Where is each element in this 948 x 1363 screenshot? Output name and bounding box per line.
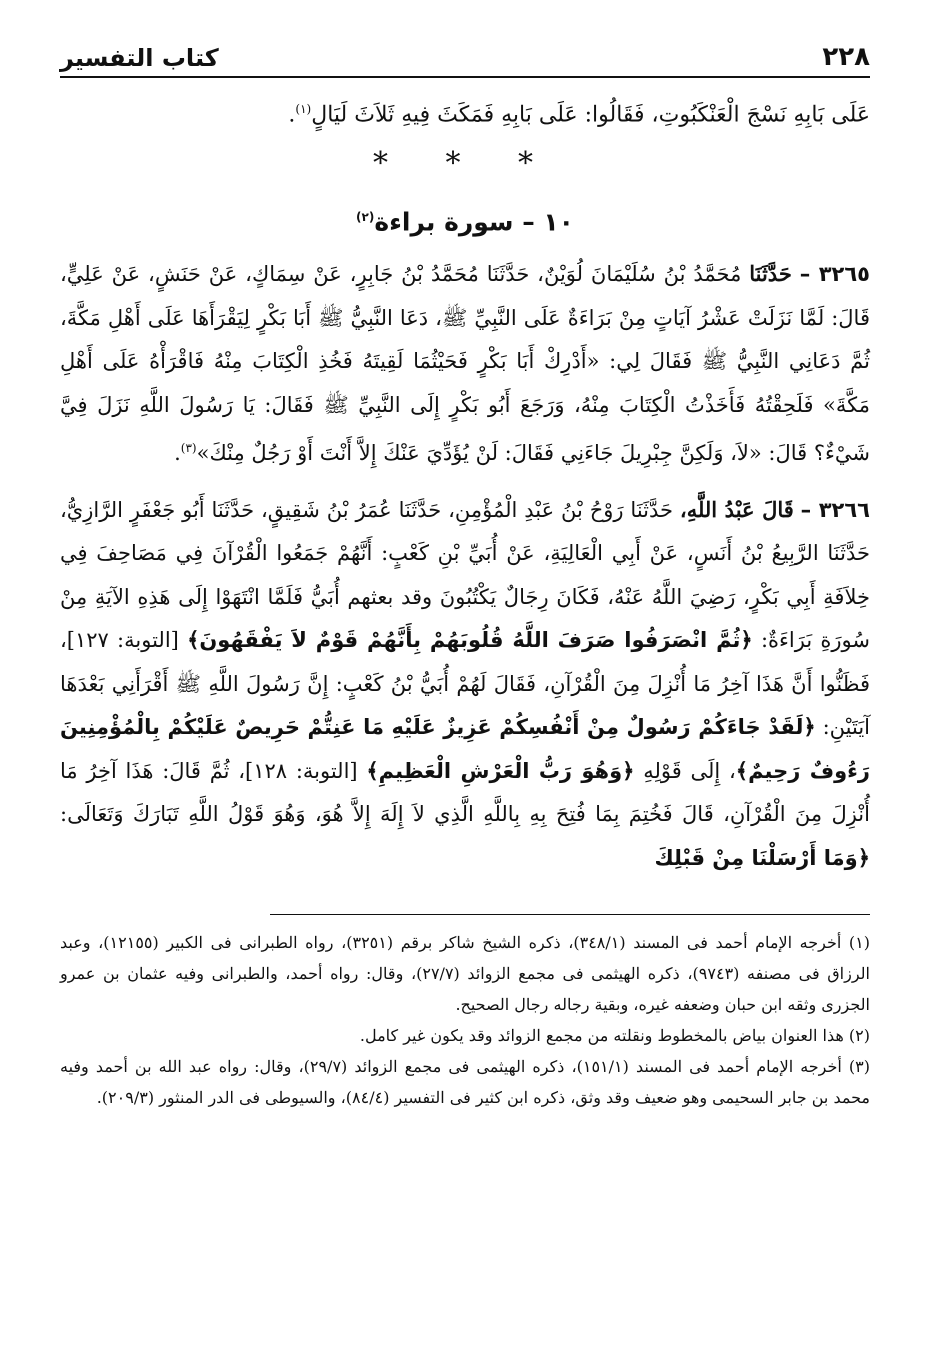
hadith-text: ، إِلَى قَوْلِهِ xyxy=(643,758,736,783)
section-separator: * * * xyxy=(372,146,558,182)
footnotes xyxy=(60,927,870,1113)
footnote-2: (٢) هذا العنوان بياض بالمخطوط ونقلته من مجمع الزوائد وقد يكون غير كامل. xyxy=(359,1026,870,1046)
quran-verse: ﴿ثُمَّ انْصَرَفُوا صَرَفَ اللَّهُ قُلُوبَهُمْ بِأَنَّهُمْ قَوْمٌ لاَ يَفْقَهُونَ﴾ xyxy=(187,628,753,653)
book-title: كتاب التفسير xyxy=(60,44,219,72)
hadith-text: حَدَّثَنَا رَوْحُ بْنُ عَبْدِ الْمُؤْمِنِ، حَدَّثَنَا عُمَرُ بْنُ شَقِيقٍ، حَدَّثَنَا أَبُو جَعْفَرٍ الرَّازِيُّ، حَدَّثَنَا الرَّبِيعُ بْنُ أَنَسٍ، عَنْ أَبِي الْعَالِيَةِ، عَنْ أُبَيِّ بْنِ كَعْبٍ: أَنَّهُمْ جَمَعُوا الْقُرْآنَ فِي مَصَاحِفَ فِي خِلاَفَةِ أَبِي بَكْرٍ، رَضِيَ اللَّهُ عَنْهُ، فَكَانَ رِجَالٌ يَكْتُبُونَ وقد بعثهم أُبَيُّ فَلَمَّا انْتَهَوْا إِلَى هَذِهِ الآيَةِ مِنْ سُورَةِ بَرَاءَةٌ: xyxy=(60,497,870,653)
hadith-intro: قَالَ عَبْدُ اللَّهِ، xyxy=(679,496,794,522)
page-header xyxy=(60,30,870,72)
footnote-3: (٣) أخرجه الإمام أحمد فى المسند (١٥١/١)، ذكره الهيثمى فى مجمع الزوائد (٢٩/٧)، وقال: رواه عبد الله بن أحمد وفيه محمد بن جابر السحيمى وهو ضعيف وقد وثق، ذكره ابن كثير فى التفسير (٨٤/٤)، والسيوطى فى الدر المنثور (٢٠٩/٣). xyxy=(60,1057,871,1108)
hadith-intro: حَدَّثَنَا xyxy=(749,261,792,287)
footnote-ref: (٢) xyxy=(356,210,375,225)
header-rule xyxy=(60,76,870,78)
hadith-number: ٣٢٦٦ – xyxy=(800,497,870,522)
hadith-text: [التوبة: ١٢٨]، ثُمَّ قَالَ: هَذَا آخِرُ مَا أُنْزِلَ مِنَ الْقُرْآنِ، قَالَ فَخُتِمَ بِمَا فُتِحَ بِهِ بِاللَّهِ الَّذِي لاَ إِلَهَ إِلاَّ هُوَ، وَهُوَ قَوْلُ اللَّهِ تَبَارَكَ وَتَعَالَى: xyxy=(60,758,870,827)
quran-verse: ﴿لَقَدْ جَاءَكُمْ رَسُولٌ مِنْ أَنْفُسِكُمْ عَزِيزٌ عَلَيْهِ مَا عَنِتُّمْ حَرِيصٌ عَلَيْكُمْ بِالْمُؤْمِنِينَ رَءُوفٌ رَحِيمٌ﴾ xyxy=(60,715,870,783)
page-number: ٢٢٨ xyxy=(822,42,870,72)
quran-verse: ﴿وَمَا أَرْسَلْنَا مِنْ قَبْلِكَ xyxy=(654,845,870,870)
hadith-3265: ٣٢٦٥ – حَدَّثَنَا مُحَمَّدُ بْنُ سُلَيْمَانَ لُوَيْنٌ، حَدَّثَنَا مُحَمَّدُ بْنُ جَابِرٍ، عَنْ سِمَاكٍ، عَنْ حَنَشٍ، عَنْ عَلِيٍّ، قَالَ: لَمَّا نَزَلَتْ عَشْرُ آيَاتٍ مِنْ بَرَاءَةٌ عَلَى النَّبِيِّ ﷺ، دَعَا النَّبِيُّ ﷺ أَبَا بَكْرٍ لِيَقْرَأَهَا عَلَى أَهْلِ مَكَّةَ، ثُمَّ دَعَانِي النَّبِيُّ ﷺ فَقَالَ لِي: «أَدْرِكْ أَبَا بَكْرٍ فَحَيْثُمَا لَقِيتَهُ فَخُذِ الْكِتَابَ مِنْهُ فَاقْرَأْهُ عَلَى أَهْلِ مَكَّةَ» فَلَحِقْتُهُ فَأَخَذْتُ الْكِتَابَ مِنْهُ، وَرَجَعَ أَبُو بَكْرٍ إِلَى النَّبِيِّ ﷺ فَقَالَ: يَا رَسُولَ اللَّهِ نَزَلَ فِيَّ شَيْءٌ؟ قَالَ: «لاَ، وَلَكِنَّ جِبْرِيلَ جَاءَنِي فَقَالَ: لَنْ يُؤَدِّيَ عَنْكَ إِلاَّ أَنْتَ أَوْ رَجُلٌ مِنْكَ»$^{(٣)}$. xyxy=(60,261,871,466)
footnote-ref: (٣) xyxy=(180,441,197,456)
surah-title: ١٠ – سورة براءة$^{(٢)}$ xyxy=(356,207,574,237)
footnote-rule xyxy=(270,914,870,915)
hadith-3266 xyxy=(60,488,870,881)
continuation-text: عَلَى بَابِهِ نَسْجَ الْعَنْكَبُوتِ، فَقَالُوا: عَلَى بَابِهِ فَمَكَثَ فِيهِ ثَلاَثَ لَيَالٍ$^{(١)}$. xyxy=(288,102,870,128)
hadith-number: ٣٢٦٥ – xyxy=(799,262,871,287)
hadith-text: مُحَمَّدُ بْنُ سُلَيْمَانَ لُوَيْنٌ، حَدَّثَنَا مُحَمَّدُ بْنُ جَابِرٍ، عَنْ سِمَاكٍ، عَنْ حَنَشٍ، عَنْ عَلِيٍّ، قَالَ: لَمَّا نَزَلَتْ عَشْرُ آيَاتٍ مِنْ بَرَاءَةٌ عَلَى النَّبِيِّ ﷺ، دَعَا النَّبِيُّ ﷺ أَبَا بَكْرٍ لِيَقْرَأَهَا عَلَى أَهْلِ مَكَّةَ، ثُمَّ دَعَانِي النَّبِيُّ ﷺ فَقَالَ لِي: «أَدْرِكْ أَبَا بَكْرٍ فَحَيْثُمَا لَقِيتَهُ فَخُذِ الْكِتَابَ مِنْهُ فَاقْرَأْهُ عَلَى أَهْلِ مَكَّةَ» فَلَحِقْتُهُ فَأَخَذْتُ الْكِتَابَ مِنْهُ، وَرَجَعَ أَبُو بَكْرٍ إِلَى النَّبِيِّ ﷺ فَقَالَ: يَا رَسُولَ اللَّهِ نَزَلَ فِيَّ شَيْءٌ؟ قَالَ: «لاَ، وَلَكِنَّ جِبْرِيلَ جَاءَنِي فَقَالَ: لَنْ يُؤَدِّيَ عَنْكَ إِلاَّ أَنْتَ أَوْ رَجُلٌ مِنْكَ» xyxy=(60,262,870,466)
footnote-1: (١) أخرجه الإمام أحمد فى المسند (٣٤٨/١)، ذكره الشيخ شاكر برقم (٣٢٥١)، رواه الطبرانى فى الكبير (١٢١٥٥)، وعبد الرزاق فى مصنفه (٩٧٤٣)، ذكره الهيثمى فى مجمع الزوائد (٢٧/٧)، وقال: رواه أحمد، والطبرانى وفيه عثمان بن عمرو الجزرى وثقه ابن حبان وضعفه غيره، وبقية رجاله رجال الصحيح. xyxy=(60,933,871,1015)
hadith-text: [التوبة: ١٢٧]، فَظَنُّوا أَنَّ هَذَا آخِرُ مَا أُنْزِلَ مِنَ الْقُرْآنِ، فَقَالَ لَهُمْ أُبَيُّ بْنُ كَعْبٍ: إِنَّ رَسُولَ اللَّهِ ﷺ أَقْرَأَنِي بَعْدَهَا آيَتَيْنِ: xyxy=(60,628,870,740)
book-page xyxy=(60,30,870,1113)
quran-verse: ﴿وَهُوَ رَبُّ الْعَرْشِ الْعَظِيمِ﴾ xyxy=(366,758,635,783)
footnote-ref: (١) xyxy=(295,102,312,116)
